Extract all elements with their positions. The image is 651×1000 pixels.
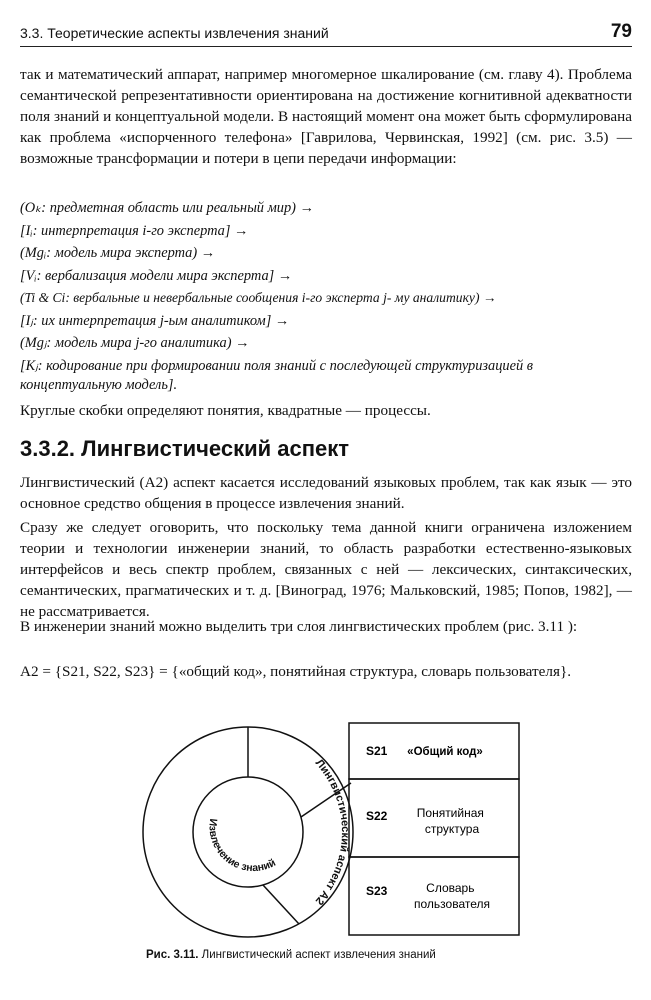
brackets-note: Круглые скобки определяют понятия, квадратные — процессы. (20, 402, 431, 419)
chain-item: (Ti & Ci: вербальные и невербальные сообщения i-го эксперта j- му аналитику) → (20, 290, 497, 305)
chain-item: [Iᵢ: интерпретация i-го эксперта] → (20, 222, 249, 239)
row-text-line: Понятийная (416, 806, 484, 820)
row-code: S23 (366, 884, 388, 898)
row-code: S22 (366, 809, 388, 823)
row-text: «Общий код» (407, 746, 483, 758)
row-text (414, 881, 490, 911)
paragraph: В инженерии знаний можно выделить три слоя лингвистических проблем (рис. 3.11 ): (20, 618, 578, 635)
paragraph: Лингвистический (А2) аспект касается исследований языковых проблем, так как язык — это основное средство общения в процессе извлечения знаний. (20, 474, 632, 512)
paragraph: Сразу же следует оговорить, что поскольку тема данной книги ограничена изложением теории и технологии инженерии знаний, то область разработки естественно-языковых интерфейсов и весь спектр проблем, связанных с ней — лексических, синтаксических, семантических, прагматических и т. д. [Виноград, 1976; Мальковский, 1985; Попов, 1982], — не рассматривается. (20, 519, 632, 620)
chain-item: [Iⱼ: их интерпретация j-ым аналитиком] → (20, 312, 290, 329)
row-text-line: структура (424, 822, 480, 836)
row-text-line: Словарь (426, 881, 475, 895)
chain-item: (Mgᵢ: модель мира эксперта) → (20, 245, 216, 261)
chain-item: (Oₖ: предметная область или реальный мир) → (20, 200, 314, 216)
chain-item: [Vᵢ: вербализация модели мира эксперта] → (20, 267, 293, 284)
section-heading: 3.3.2. Лингвистический аспект (20, 436, 350, 461)
page-number: 79 (610, 21, 632, 42)
row-text-line: пользователя (414, 897, 490, 911)
intro-paragraph: так и математический аппарат, например многомерное шкалирование (см. главу 4). Проблема семантической репрезентативности ориентирована на достижение когнитивной адекватности поля знаний и концептуальной модели. В настоящий момент она может быть сформулирована как проблема «испорченного телефона» [Гаврилова, Червинская, 1992] (см. рис. 3.5) — возможные трансформации и потери в цепи передачи информации: (20, 66, 632, 167)
caption-number: Рис. 3.11. (146, 949, 199, 961)
chain-item: [Kⱼ: кодирование при формировании поля знаний с последующей структуризацией в концептуальную модель]. (20, 357, 534, 393)
center-label: Извлечение знаний (206, 817, 278, 875)
row-text (417, 806, 487, 836)
paragraph: А2 = {S21, S22, S23} = {«общий код», понятийная структура, словарь пользователя}. (20, 663, 572, 680)
caption-text: Лингвистический аспект извлечения знаний (201, 949, 436, 961)
figure-caption (146, 949, 436, 961)
running-title: 3.3. Теоретические аспекты извлечения знаний (20, 25, 329, 41)
row-code: S21 (366, 744, 388, 758)
ring-label: Лингвистический аспект А2 (312, 757, 352, 907)
divider-line (263, 885, 299, 924)
chain-item: (Mgⱼ: модель мира j-го аналитика) → (20, 335, 250, 351)
